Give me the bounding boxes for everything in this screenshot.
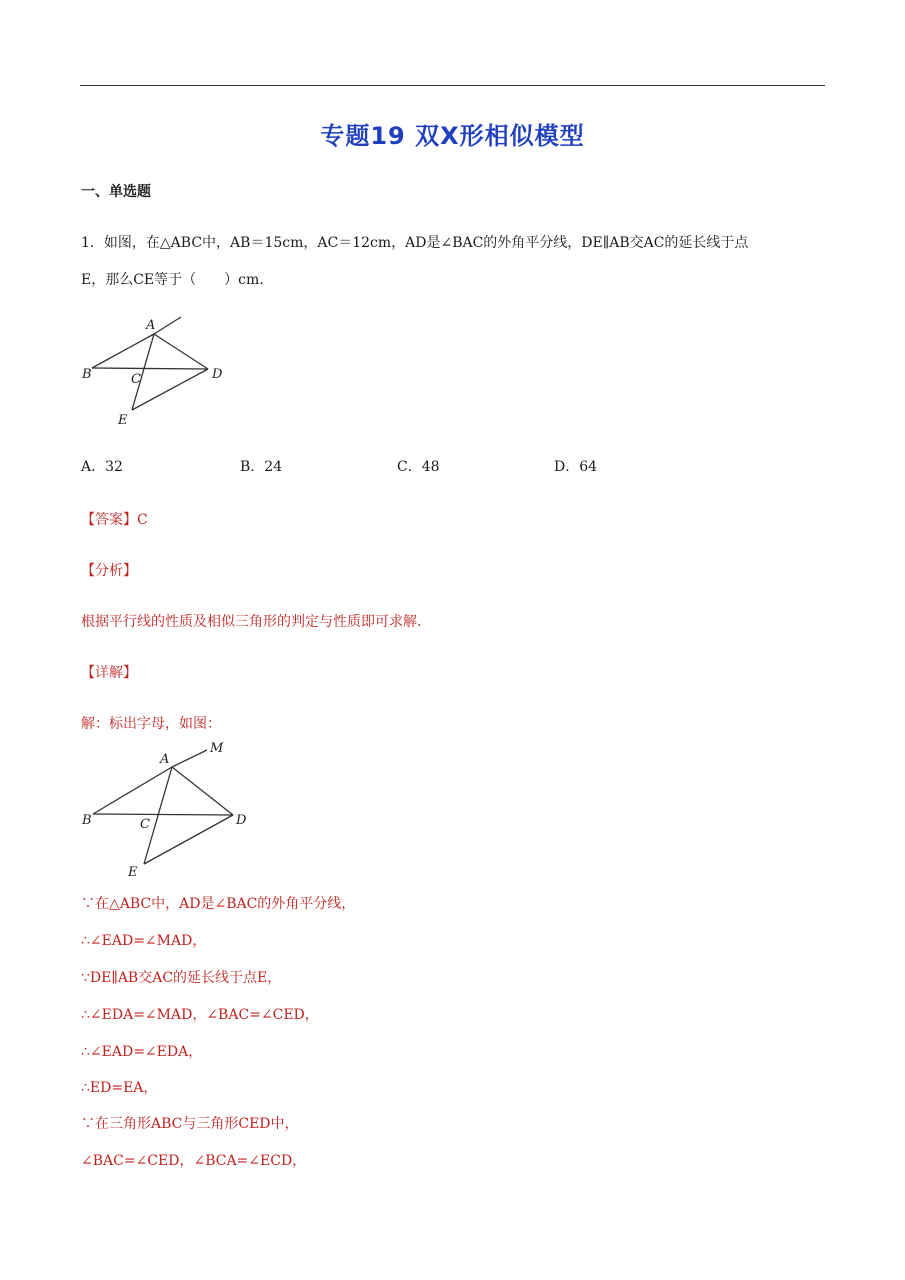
label-E: E [128, 865, 138, 880]
solution-line-8: ∠BAC=∠CED，∠BCA=∠ECD， [81, 1153, 307, 1169]
question-text-line2: E，那么CE等于（ ）cm. [81, 272, 264, 288]
answer-tag: 【答案】C [81, 512, 148, 528]
header-rule [80, 85, 825, 86]
label-D: D [212, 367, 223, 382]
segment-AM [172, 750, 207, 767]
segment-AD [172, 767, 233, 815]
detail-intro: 解：标出字母，如图： [81, 716, 221, 732]
solution-line-5: ∴∠EAD=∠EDA， [81, 1044, 203, 1060]
option-d[interactable]: D．64 [554, 459, 598, 475]
section-heading: 一、单选题 [81, 184, 151, 200]
solution-line-2: ∴∠EAD=∠MAD， [81, 933, 207, 949]
segment-BA [92, 334, 154, 368]
option-c[interactable]: C．48 [397, 459, 440, 475]
solution-figure [80, 738, 270, 880]
segment-BD [93, 814, 233, 815]
page-title: 专题19 双X形相似模型 [320, 122, 585, 150]
solution-line-1: ∵在△ABC中，AD是∠BAC的外角平分线， [81, 896, 356, 912]
segment-AD [154, 334, 208, 369]
analysis-tag: 【分析】 [81, 563, 137, 579]
label-E: E [118, 413, 128, 428]
option-b[interactable]: B．24 [240, 459, 283, 475]
segment-BD [92, 368, 208, 369]
question-figure [80, 312, 240, 430]
question-text-line1: 1．如图，在△ABC中，AB＝15cm，AC＝12cm，AD是∠BAC的外角平分线，DE∥AB交AC的延长线于点 [81, 235, 749, 251]
detail-tag: 【详解】 [81, 665, 137, 681]
analysis-text: 根据平行线的性质及相似三角形的判定与性质即可求解. [81, 614, 422, 630]
solution-line-6: ∴ED=EA， [81, 1080, 158, 1096]
option-a[interactable]: A．32 [81, 459, 123, 475]
label-M: M [210, 741, 224, 756]
segment-DE [132, 369, 208, 410]
label-D: D [236, 813, 247, 828]
label-A: A [146, 318, 156, 333]
solution-line-3: ∵DE∥AB交AC的延长线于点E， [81, 970, 282, 986]
label-A: A [160, 752, 170, 767]
label-B: B [82, 813, 92, 828]
segment-A-extension [154, 317, 181, 334]
solution-line-4: ∴∠EDA=∠MAD，∠BAC=∠CED， [81, 1007, 319, 1023]
segment-DE [144, 815, 233, 864]
label-B: B [82, 367, 92, 382]
solution-line-7: ∵在三角形ABC与三角形CED中， [81, 1116, 299, 1132]
label-C: C [140, 817, 150, 832]
label-C: C [131, 372, 141, 387]
